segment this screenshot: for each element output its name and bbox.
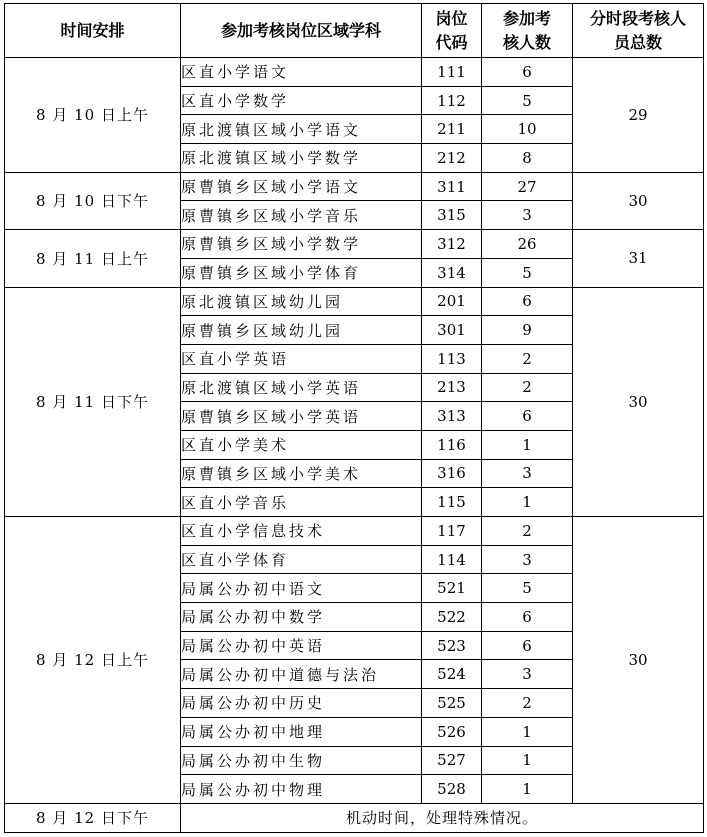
code-cell: 526	[422, 717, 482, 746]
subject-cell: 局属公办初中英语	[181, 631, 422, 660]
schedule-table	[4, 3, 704, 833]
group-total: 31	[573, 230, 704, 287]
subject-cell: 原曹镇乡区域小学音乐	[181, 201, 422, 230]
subject-cell: 区直小学体育	[181, 545, 422, 574]
subject-cell: 原曹镇乡区域小学美术	[181, 459, 422, 488]
code-cell: 522	[422, 603, 482, 632]
count-cell: 10	[482, 115, 573, 144]
code-cell: 528	[422, 775, 482, 804]
count-cell: 6	[482, 631, 573, 660]
footer-note: 机动时间，处理特殊情况。	[181, 803, 704, 832]
code-cell: 524	[422, 660, 482, 689]
subject-cell: 区直小学信息技术	[181, 517, 422, 546]
time-slot: 8 月 10 日上午	[5, 58, 181, 173]
header-total-line1: 分时段考核人	[589, 8, 686, 28]
count-cell: 1	[482, 746, 573, 775]
header-code-line1: 岗位	[435, 8, 468, 28]
header-count-line1: 参加考	[502, 8, 551, 28]
subject-cell: 局属公办初中物理	[181, 775, 422, 804]
table-row	[5, 58, 704, 87]
time-slot: 8 月 10 日下午	[5, 172, 181, 229]
code-cell: 314	[422, 258, 482, 287]
header-total-line2: 员总数	[613, 32, 662, 52]
subject-cell: 原北渡镇区域小学语文	[181, 115, 422, 144]
group-total: 30	[573, 172, 704, 229]
table-row	[5, 287, 704, 316]
count-cell: 2	[482, 517, 573, 546]
subject-cell: 局属公办初中生物	[181, 746, 422, 775]
time-slot: 8 月 11 日上午	[5, 230, 181, 287]
code-cell: 212	[422, 144, 482, 173]
subject-cell: 区直小学数学	[181, 86, 422, 115]
count-cell: 3	[482, 660, 573, 689]
count-cell: 9	[482, 316, 573, 345]
code-cell: 527	[422, 746, 482, 775]
count-cell: 2	[482, 344, 573, 373]
code-cell: 116	[422, 430, 482, 459]
subject-cell: 原曹镇乡区域小学语文	[181, 172, 422, 201]
header-count-line2: 核人数	[502, 32, 551, 52]
group-total: 30	[573, 287, 704, 517]
subject-cell: 区直小学音乐	[181, 488, 422, 517]
count-cell: 8	[482, 144, 573, 173]
count-cell: 5	[482, 86, 573, 115]
header-subject: 参加考核岗位区域学科	[181, 4, 422, 58]
subject-cell: 原曹镇乡区域小学数学	[181, 230, 422, 259]
count-cell: 3	[482, 545, 573, 574]
schedule-body	[5, 58, 704, 833]
code-cell: 201	[422, 287, 482, 316]
table-row	[5, 172, 704, 201]
subject-cell: 原曹镇乡区域小学英语	[181, 402, 422, 431]
code-cell: 301	[422, 316, 482, 345]
code-cell: 311	[422, 172, 482, 201]
code-cell: 313	[422, 402, 482, 431]
count-cell: 3	[482, 459, 573, 488]
subject-cell: 局属公办初中数学	[181, 603, 422, 632]
count-cell: 27	[482, 172, 573, 201]
code-cell: 525	[422, 689, 482, 718]
time-slot: 8 月 12 日上午	[5, 517, 181, 804]
count-cell: 6	[482, 287, 573, 316]
count-cell: 1	[482, 430, 573, 459]
time-slot: 8 月 11 日下午	[5, 287, 181, 517]
footer-row	[5, 803, 704, 832]
count-cell: 26	[482, 230, 573, 259]
count-cell: 6	[482, 402, 573, 431]
subject-cell: 区直小学语文	[181, 58, 422, 87]
code-cell: 316	[422, 459, 482, 488]
count-cell: 1	[482, 717, 573, 746]
code-cell: 114	[422, 545, 482, 574]
subject-cell: 局属公办初中语文	[181, 574, 422, 603]
subject-cell: 区直小学英语	[181, 344, 422, 373]
footer-time: 8 月 12 日下午	[5, 803, 181, 832]
subject-cell: 区直小学美术	[181, 430, 422, 459]
code-cell: 312	[422, 230, 482, 259]
code-cell: 211	[422, 115, 482, 144]
header-time: 时间安排	[5, 4, 181, 58]
header-row	[5, 4, 704, 58]
header-code-line2: 代码	[435, 32, 468, 52]
count-cell: 1	[482, 775, 573, 804]
count-cell: 1	[482, 488, 573, 517]
subject-cell: 原曹镇乡区域幼儿园	[181, 316, 422, 345]
table-row	[5, 230, 704, 259]
subject-cell: 原北渡镇区域小学数学	[181, 144, 422, 173]
code-cell: 523	[422, 631, 482, 660]
subject-cell: 原曹镇乡区域小学体育	[181, 258, 422, 287]
count-cell: 6	[482, 58, 573, 87]
count-cell: 5	[482, 574, 573, 603]
code-cell: 315	[422, 201, 482, 230]
count-cell: 5	[482, 258, 573, 287]
header-count	[482, 4, 573, 58]
group-total: 29	[573, 58, 704, 173]
code-cell: 521	[422, 574, 482, 603]
group-total: 30	[573, 517, 704, 804]
subject-cell: 局属公办初中历史	[181, 689, 422, 718]
subject-cell: 局属公办初中地理	[181, 717, 422, 746]
count-cell: 3	[482, 201, 573, 230]
code-cell: 113	[422, 344, 482, 373]
code-cell: 213	[422, 373, 482, 402]
table-row	[5, 517, 704, 546]
code-cell: 117	[422, 517, 482, 546]
header-total	[573, 4, 704, 58]
count-cell: 6	[482, 603, 573, 632]
header-code	[422, 4, 482, 58]
code-cell: 115	[422, 488, 482, 517]
count-cell: 2	[482, 373, 573, 402]
code-cell: 111	[422, 58, 482, 87]
code-cell: 112	[422, 86, 482, 115]
subject-cell: 原北渡镇区域幼儿园	[181, 287, 422, 316]
subject-cell: 原北渡镇区域小学英语	[181, 373, 422, 402]
count-cell: 2	[482, 689, 573, 718]
subject-cell: 局属公办初中道德与法治	[181, 660, 422, 689]
